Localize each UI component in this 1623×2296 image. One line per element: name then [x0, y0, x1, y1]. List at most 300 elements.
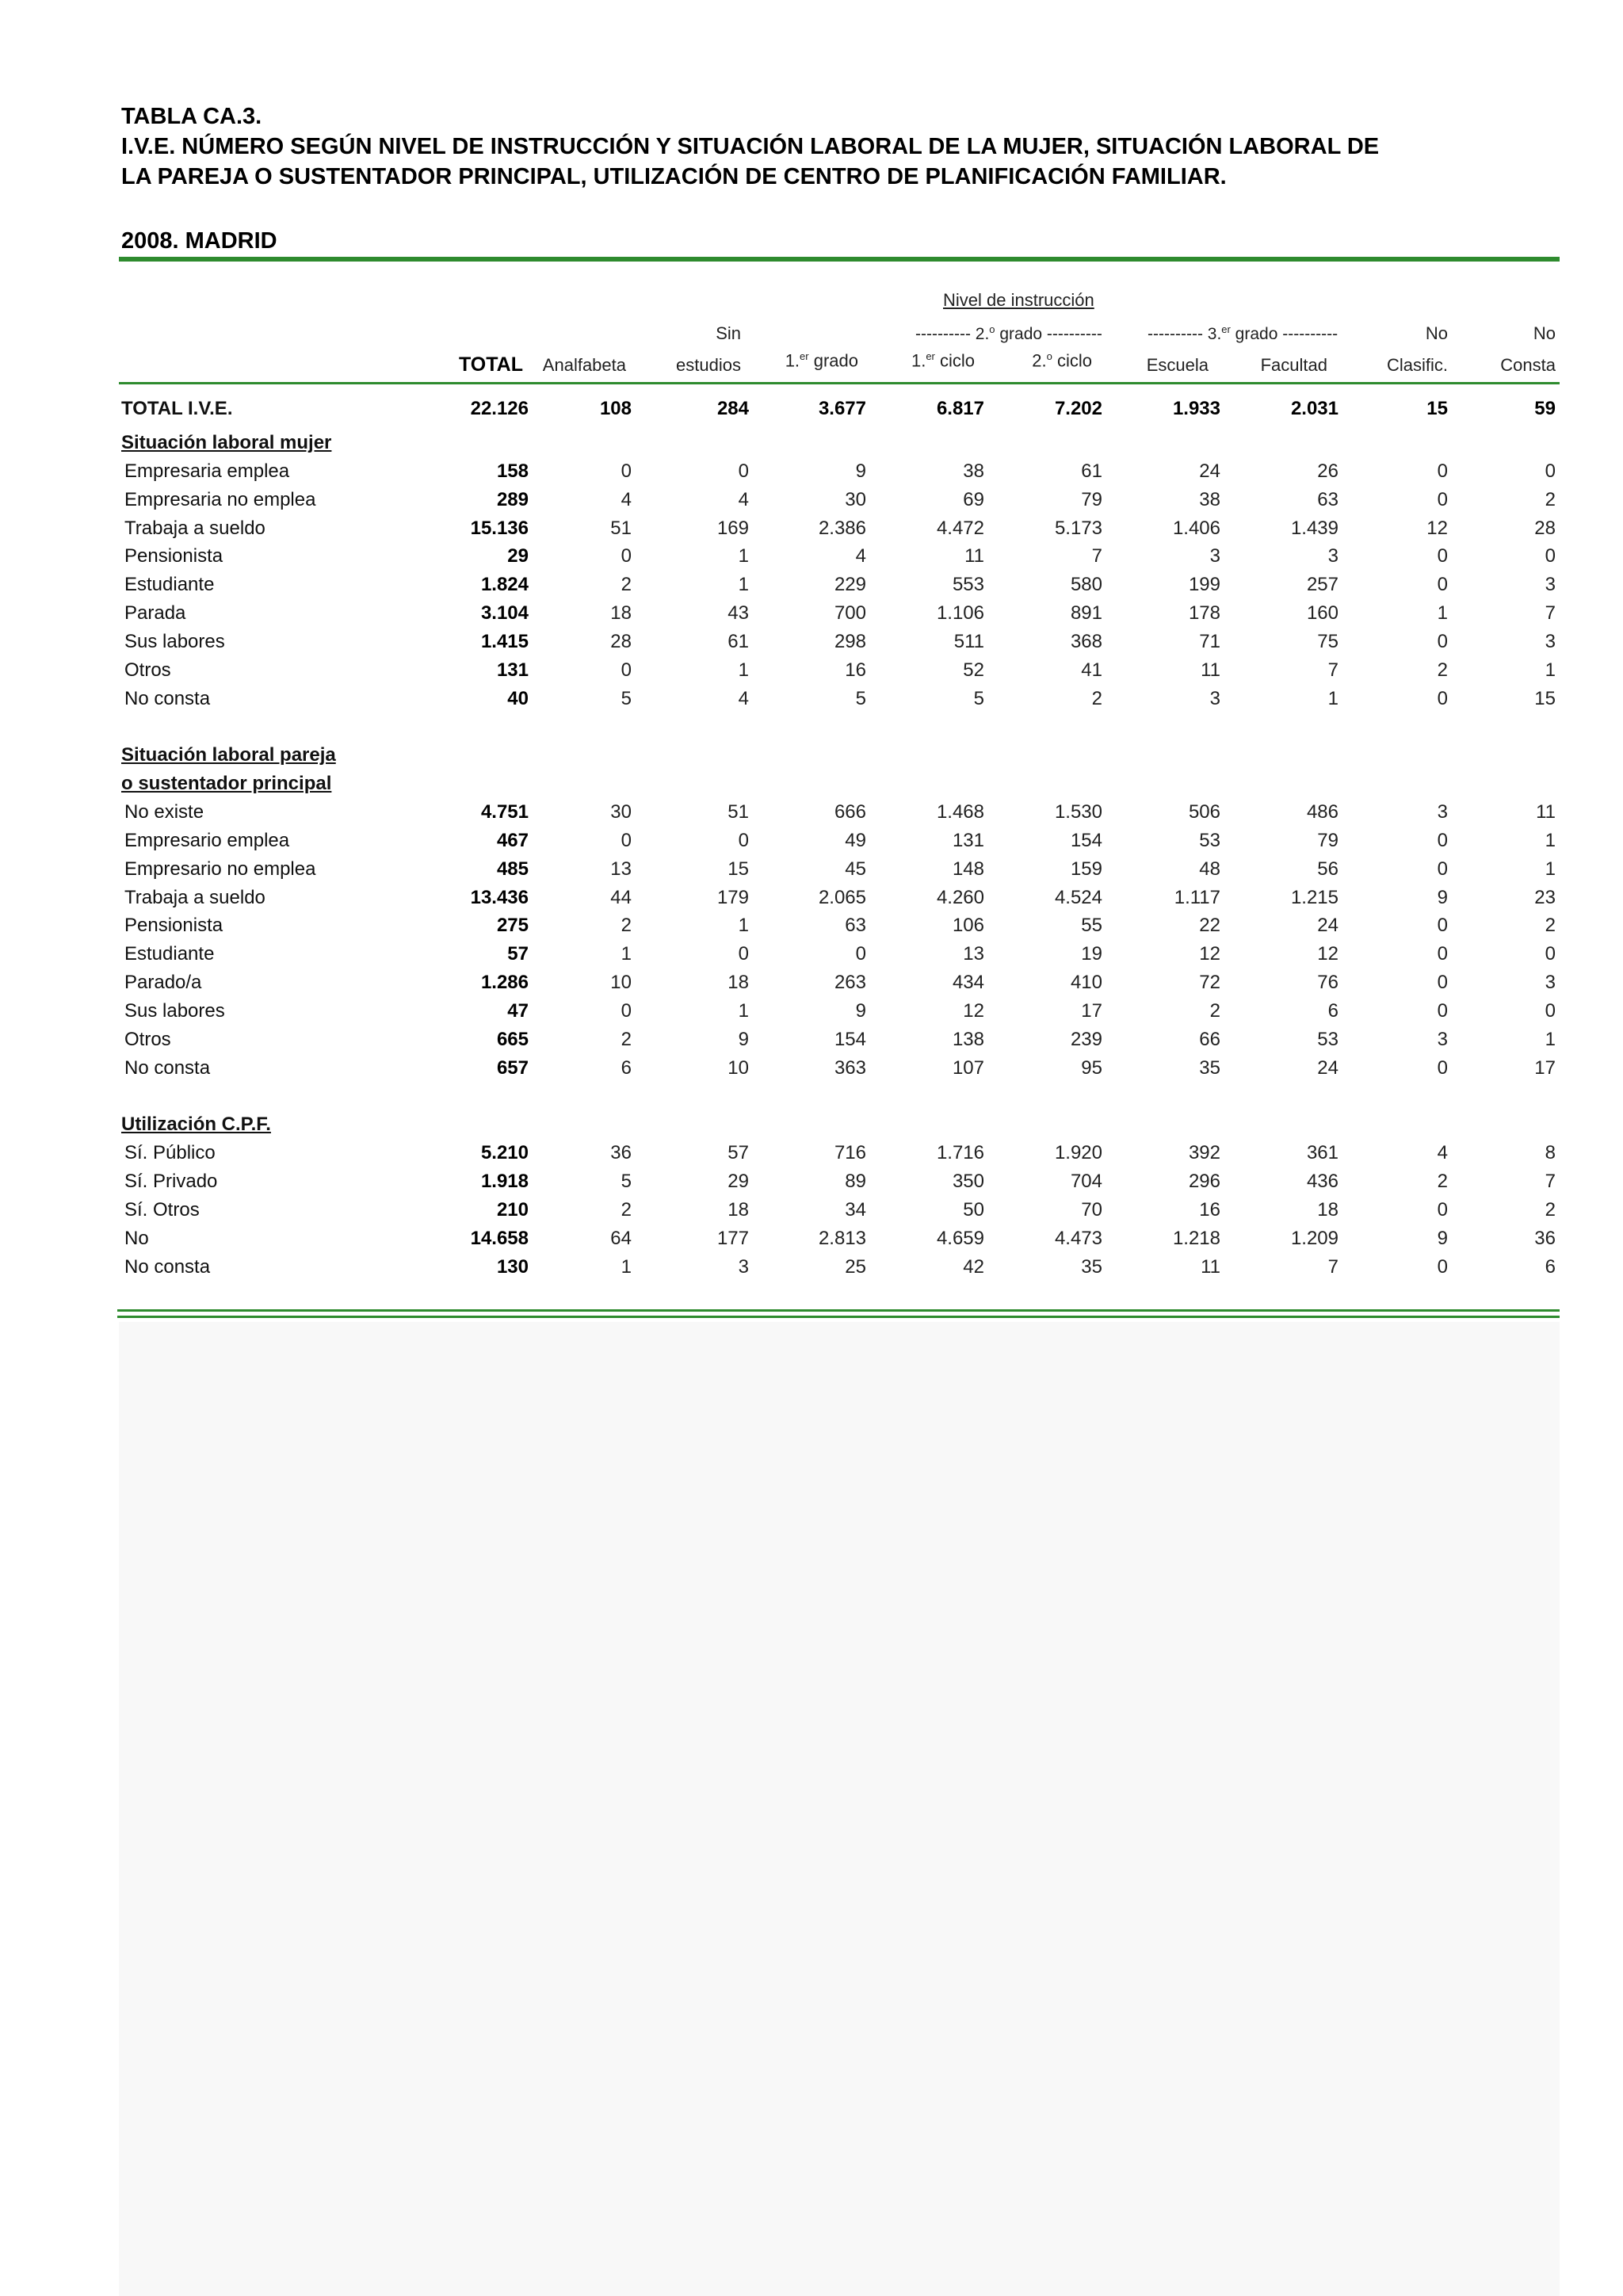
cell-col-8: 1 [1437, 602, 1448, 625]
cell-col-9: 0 [1545, 460, 1556, 482]
cell-col-8: 3 [1437, 801, 1448, 823]
cell-col-9: 0 [1545, 1000, 1556, 1022]
cell-col-6: 38 [1199, 488, 1220, 510]
cell-col-6: 1.406 [1172, 517, 1220, 539]
cell-col-7: 1.439 [1290, 517, 1338, 539]
section-title: Situación laboral mujer [121, 432, 332, 454]
cell-col-2: 9 [738, 1028, 749, 1050]
cell-col-2: 4 [738, 488, 749, 510]
header-primer-grado: 1.$^{er}$ grado [785, 350, 858, 371]
cell-col-2: 15 [727, 858, 749, 880]
cell-col-6: 11 [1201, 1255, 1220, 1278]
cell-col-5: 70 [1081, 1198, 1102, 1221]
cell-col-2: 1 [738, 659, 749, 681]
header-no-1: No [1425, 323, 1448, 343]
table-title-line-1: I.V.E. NÚMERO SEGÚN NIVEL DE INSTRUCCIÓN Y SITUACIÓN LABORAL DE LA MUJER, SITUACIÓN LABORAL DE [121, 134, 1380, 159]
cell-col-6: 199 [1188, 574, 1220, 596]
cell-col-2: 169 [716, 517, 749, 539]
cell-col-6: 1.218 [1172, 1227, 1220, 1249]
cell-col-8: 9 [1437, 886, 1448, 908]
cell-col-5: 1.530 [1054, 801, 1102, 823]
cell-col-5: 4.473 [1054, 1227, 1102, 1249]
row-label: No existe [124, 801, 204, 823]
cell-col-0: 57 [507, 943, 529, 965]
cell-col-2: 1 [738, 574, 749, 596]
cell-col-3: 2.813 [818, 1227, 866, 1249]
cell-col-3: 700 [834, 602, 866, 625]
cell-col-4: 106 [952, 915, 984, 937]
cell-col-9: 36 [1534, 1227, 1556, 1249]
table-row [0, 571, 1623, 599]
table-title-line-2: LA PAREJA O SUSTENTADOR PRINCIPAL, UTILIZACIÓN DE CENTRO DE PLANIFICACIÓN FAMILIAR. [121, 164, 1227, 189]
cell-col-0: 15.136 [470, 517, 529, 539]
cell-col-2: 57 [727, 1142, 749, 1164]
row-label: Pensionista [124, 545, 223, 567]
cell-col-1: 6 [621, 1056, 632, 1079]
empty-page-area [119, 1322, 1560, 2296]
cell-col-6: 506 [1188, 801, 1220, 823]
cell-col-6: 35 [1199, 1056, 1220, 1079]
cell-col-8: 0 [1437, 460, 1448, 482]
header-sin: Sin [716, 323, 741, 343]
cell-col-9: 28 [1534, 517, 1556, 539]
row-label: Estudiante [124, 943, 215, 965]
cell-col-8: 0 [1437, 1056, 1448, 1079]
cell-col-7: 436 [1306, 1171, 1338, 1193]
cell-col-3: 263 [834, 972, 866, 994]
cell-col-6: 3 [1209, 545, 1220, 567]
cell-col-5: 580 [1070, 574, 1102, 596]
cell-col-3: 63 [845, 915, 866, 937]
cell-col-2: 0 [738, 460, 749, 482]
cell-col-8: 0 [1437, 829, 1448, 851]
cell-col-2: 43 [727, 602, 749, 625]
cell-col-4: 6.817 [936, 398, 984, 419]
total-row [0, 395, 1623, 423]
cell-col-9: 2 [1545, 1198, 1556, 1221]
cell-col-4: 1.468 [936, 801, 984, 823]
cell-col-0: 657 [496, 1056, 529, 1079]
bottom-rule-2 [117, 1316, 1560, 1318]
cell-col-5: 368 [1070, 630, 1102, 652]
cell-col-1: 30 [610, 801, 632, 823]
cell-col-3: 3.677 [818, 398, 866, 419]
cell-col-4: 4.659 [936, 1227, 984, 1249]
cell-col-7: 24 [1317, 915, 1338, 937]
table-row [0, 1054, 1623, 1083]
cell-col-4: 511 [953, 630, 984, 652]
cell-col-9: 15 [1534, 687, 1556, 709]
table-row [0, 1167, 1623, 1196]
table-row [0, 628, 1623, 656]
cell-col-3: 363 [834, 1056, 866, 1079]
cell-col-1: 18 [610, 602, 632, 625]
cell-col-3: 666 [834, 801, 866, 823]
cell-col-8: 0 [1437, 1000, 1448, 1022]
cell-col-0: 5.210 [480, 1142, 529, 1164]
cell-col-4: 1.106 [936, 602, 984, 625]
cell-col-1: 5 [621, 1171, 632, 1193]
cell-col-7: 257 [1306, 574, 1338, 596]
cell-col-4: 50 [963, 1198, 984, 1221]
cell-col-0: 13.436 [470, 886, 529, 908]
cell-col-5: 55 [1081, 915, 1102, 937]
cell-col-9: 0 [1545, 943, 1556, 965]
cell-col-7: 26 [1317, 460, 1338, 482]
cell-col-6: 178 [1188, 602, 1220, 625]
cell-col-7: 6 [1327, 1000, 1338, 1022]
cell-col-7: 79 [1317, 829, 1338, 851]
cell-col-3: 716 [834, 1142, 866, 1164]
row-label: Parada [124, 602, 186, 625]
cell-col-3: 34 [845, 1198, 866, 1221]
cell-col-1: 0 [621, 545, 632, 567]
cell-col-0: 485 [496, 858, 529, 880]
cell-col-6: 22 [1199, 915, 1220, 937]
cell-col-8: 0 [1437, 545, 1448, 567]
cell-col-6: 11 [1201, 659, 1220, 681]
cell-col-0: 40 [507, 687, 529, 709]
cell-col-9: 1 [1545, 659, 1556, 681]
cell-col-0: 1.286 [480, 972, 529, 994]
cell-col-9: 1 [1545, 829, 1556, 851]
cell-col-2: 3 [738, 1255, 749, 1278]
cell-col-1: 1 [621, 943, 632, 965]
bottom-rule-1 [117, 1309, 1560, 1312]
cell-col-8: 0 [1437, 630, 1448, 652]
cell-col-2: 1 [738, 545, 749, 567]
header-no-2: No [1533, 323, 1556, 343]
table-row [0, 798, 1623, 827]
table-row [0, 1196, 1623, 1224]
cell-col-0: 14.658 [470, 1227, 529, 1249]
cell-col-7: 7 [1327, 659, 1338, 681]
cell-col-0: 22.126 [470, 398, 529, 419]
table-row [0, 1253, 1623, 1282]
table-row [0, 968, 1623, 997]
cell-col-4: 1.716 [936, 1142, 984, 1164]
cell-col-9: 7 [1545, 1171, 1556, 1193]
cell-col-5: 4.524 [1054, 886, 1102, 908]
header-estudios: estudios [676, 355, 741, 375]
cell-col-8: 9 [1437, 1227, 1448, 1249]
row-label: No consta [124, 687, 211, 709]
cell-col-9: 59 [1534, 398, 1556, 419]
cell-col-0: 29 [507, 545, 529, 567]
row-label: Empresario no emplea [124, 858, 316, 880]
row-label: No [124, 1227, 149, 1249]
cell-col-5: 7.202 [1054, 398, 1102, 419]
cell-col-5: 95 [1081, 1056, 1102, 1079]
cell-col-3: 9 [855, 460, 866, 482]
header-rule [119, 382, 1560, 384]
cell-col-2: 177 [716, 1227, 749, 1249]
cell-col-4: 5 [973, 687, 984, 709]
cell-col-2: 51 [727, 801, 749, 823]
cell-col-8: 0 [1437, 972, 1448, 994]
cell-col-5: 410 [1070, 972, 1102, 994]
cell-col-0: 131 [496, 659, 529, 681]
cell-col-1: 36 [610, 1142, 632, 1164]
cell-col-8: 0 [1437, 488, 1448, 510]
cell-col-4: 148 [952, 858, 984, 880]
cell-col-6: 72 [1199, 972, 1220, 994]
cell-col-7: 63 [1317, 488, 1338, 510]
row-label: Otros [124, 659, 171, 681]
title-block [121, 101, 1571, 192]
header-escuela: Escuela [1146, 355, 1209, 375]
cell-col-4: 138 [952, 1028, 984, 1050]
cell-col-5: 239 [1070, 1028, 1102, 1050]
cell-col-7: 1.209 [1290, 1227, 1338, 1249]
cell-col-0: 275 [496, 915, 529, 937]
cell-col-3: 49 [845, 829, 866, 851]
section-title: Situación laboral pareja [121, 744, 336, 766]
cell-col-8: 0 [1437, 915, 1448, 937]
cell-col-2: 4 [738, 687, 749, 709]
cell-col-4: 12 [963, 1000, 984, 1022]
header-tercer-grado: ---------- 3.$^{er}$ grado ---------- [1148, 323, 1338, 343]
cell-col-1: 64 [610, 1227, 632, 1249]
cell-col-2: 1 [738, 915, 749, 937]
cell-col-7: 76 [1317, 972, 1338, 994]
cell-col-2: 18 [727, 1198, 749, 1221]
row-label: TOTAL I.V.E. [121, 398, 233, 419]
cell-col-6: 296 [1188, 1171, 1220, 1193]
section-title: Utilización C.P.F. [121, 1114, 271, 1136]
cell-col-4: 350 [952, 1171, 984, 1193]
cell-col-4: 4.260 [936, 886, 984, 908]
cell-col-0: 4.751 [480, 801, 529, 823]
cell-col-8: 0 [1437, 1255, 1448, 1278]
cell-col-2: 179 [716, 886, 749, 908]
cell-col-9: 2 [1545, 915, 1556, 937]
cell-col-9: 1 [1545, 858, 1556, 880]
cell-col-8: 0 [1437, 858, 1448, 880]
cell-col-7: 2.031 [1290, 398, 1338, 419]
cell-col-3: 89 [845, 1171, 866, 1193]
table-code: TABLA CA.3. [121, 104, 262, 129]
cell-col-8: 15 [1426, 398, 1448, 419]
cell-col-7: 1 [1327, 687, 1338, 709]
cell-col-5: 704 [1070, 1171, 1102, 1193]
cell-col-8: 0 [1437, 943, 1448, 965]
row-label: Empresario emplea [124, 829, 290, 851]
cell-col-7: 12 [1317, 943, 1338, 965]
row-label: Trabaja a sueldo [124, 517, 265, 539]
cell-col-3: 25 [845, 1255, 866, 1278]
cell-col-6: 1.117 [1174, 886, 1220, 908]
cell-col-8: 0 [1437, 1198, 1448, 1221]
cell-col-7: 361 [1306, 1142, 1338, 1164]
table-row [0, 1026, 1623, 1054]
cell-col-7: 18 [1317, 1198, 1338, 1221]
table-row [0, 656, 1623, 685]
cell-col-6: 392 [1188, 1142, 1220, 1164]
table-row [0, 940, 1623, 968]
table-row [0, 1224, 1623, 1253]
cell-col-8: 3 [1437, 1028, 1448, 1050]
cell-col-4: 11 [964, 545, 984, 567]
cell-col-5: 41 [1081, 659, 1102, 681]
cell-col-6: 71 [1199, 630, 1220, 652]
cell-col-3: 154 [834, 1028, 866, 1050]
cell-col-0: 289 [496, 488, 529, 510]
cell-col-6: 24 [1199, 460, 1220, 482]
cell-col-8: 2 [1437, 1171, 1448, 1193]
nivel-instruccion-header: Nivel de instrucción [943, 290, 1094, 310]
cell-col-1: 2 [621, 574, 632, 596]
row-label: Sí. Privado [124, 1171, 218, 1193]
cell-col-1: 4 [621, 488, 632, 510]
cell-col-7: 486 [1306, 801, 1338, 823]
cell-col-7: 56 [1317, 858, 1338, 880]
table-row [0, 827, 1623, 855]
cell-col-1: 2 [621, 915, 632, 937]
cell-col-3: 30 [845, 488, 866, 510]
cell-col-9: 23 [1534, 886, 1556, 908]
cell-col-6: 12 [1199, 943, 1220, 965]
row-label: Empresaria no emplea [124, 488, 316, 510]
cell-col-1: 1 [621, 1255, 632, 1278]
cell-col-0: 665 [496, 1028, 529, 1050]
cell-col-1: 108 [599, 398, 632, 419]
table-row [0, 514, 1623, 543]
cell-col-7: 160 [1306, 602, 1338, 625]
table-row [0, 884, 1623, 912]
cell-col-8: 0 [1437, 574, 1448, 596]
cell-col-0: 3.104 [480, 602, 529, 625]
cell-col-1: 0 [621, 460, 632, 482]
cell-col-5: 154 [1070, 829, 1102, 851]
cell-col-5: 19 [1081, 943, 1102, 965]
cell-col-4: 553 [952, 574, 984, 596]
cell-col-4: 107 [952, 1056, 984, 1079]
cell-col-5: 891 [1070, 602, 1102, 625]
header-analfabeta: Analfabeta [542, 355, 626, 375]
cell-col-5: 7 [1091, 545, 1102, 567]
top-rule [119, 257, 1560, 262]
cell-col-3: 9 [855, 1000, 866, 1022]
cell-col-3: 2.065 [818, 886, 866, 908]
cell-col-1: 10 [610, 972, 632, 994]
row-label: Empresaria emplea [124, 460, 290, 482]
row-label: No consta [124, 1056, 211, 1079]
table-row [0, 457, 1623, 486]
cell-col-9: 3 [1545, 574, 1556, 596]
row-label: Parado/a [124, 972, 202, 994]
cell-col-6: 53 [1199, 829, 1220, 851]
cell-col-9: 7 [1545, 602, 1556, 625]
table-row [0, 997, 1623, 1026]
cell-col-1: 2 [621, 1028, 632, 1050]
cell-col-0: 130 [496, 1255, 529, 1278]
header-primer-ciclo: 1.$^{er}$ ciclo [911, 350, 975, 371]
cell-col-4: 4.472 [936, 517, 984, 539]
cell-col-2: 61 [727, 630, 749, 652]
cell-col-8: 4 [1437, 1142, 1448, 1164]
cell-col-8: 2 [1437, 659, 1448, 681]
cell-col-4: 434 [952, 972, 984, 994]
cell-col-3: 229 [834, 574, 866, 596]
cell-col-0: 1.918 [480, 1171, 529, 1193]
cell-col-9: 0 [1545, 545, 1556, 567]
cell-col-2: 10 [727, 1056, 749, 1079]
cell-col-6: 66 [1199, 1028, 1220, 1050]
header-clasific: Clasific. [1386, 355, 1448, 375]
row-label: Trabaja a sueldo [124, 886, 265, 908]
cell-col-3: 16 [845, 659, 866, 681]
cell-col-2: 0 [738, 829, 749, 851]
cell-col-0: 158 [496, 460, 529, 482]
cell-col-9: 17 [1534, 1056, 1556, 1079]
cell-col-3: 5 [855, 687, 866, 709]
row-label: Sí. Público [124, 1142, 216, 1164]
cell-col-8: 12 [1426, 517, 1448, 539]
cell-col-9: 8 [1545, 1142, 1556, 1164]
cell-col-2: 0 [738, 943, 749, 965]
year-region: 2008. MADRID [121, 228, 277, 254]
row-label: Pensionista [124, 915, 223, 937]
cell-col-1: 13 [610, 858, 632, 880]
cell-col-3: 0 [855, 943, 866, 965]
cell-col-4: 52 [963, 659, 984, 681]
cell-col-9: 1 [1545, 1028, 1556, 1050]
cell-col-5: 17 [1081, 1000, 1102, 1022]
cell-col-3: 2.386 [818, 517, 866, 539]
cell-col-5: 61 [1081, 460, 1102, 482]
row-label: Otros [124, 1028, 171, 1050]
cell-col-9: 3 [1545, 630, 1556, 652]
header-total: TOTAL [458, 353, 523, 376]
cell-col-2: 1 [738, 1000, 749, 1022]
cell-col-9: 2 [1545, 488, 1556, 510]
cell-col-5: 79 [1081, 488, 1102, 510]
row-label: Estudiante [124, 574, 215, 596]
cell-col-3: 298 [834, 630, 866, 652]
table-row [0, 1139, 1623, 1167]
cell-col-5: 2 [1091, 687, 1102, 709]
cell-col-3: 45 [845, 858, 866, 880]
cell-col-0: 1.824 [480, 574, 529, 596]
header-facultad: Facultad [1260, 355, 1327, 375]
cell-col-2: 284 [716, 398, 749, 419]
cell-col-7: 3 [1327, 545, 1338, 567]
header-segundo-ciclo: 2.$^o$ ciclo [1032, 350, 1092, 371]
table-row [0, 685, 1623, 713]
cell-col-5: 159 [1070, 858, 1102, 880]
cell-col-1: 2 [621, 1198, 632, 1221]
cell-col-7: 7 [1327, 1255, 1338, 1278]
row-label: Sí. Otros [124, 1198, 200, 1221]
cell-col-1: 5 [621, 687, 632, 709]
table-row [0, 855, 1623, 884]
cell-col-2: 18 [727, 972, 749, 994]
cell-col-6: 3 [1209, 687, 1220, 709]
row-label: Sus labores [124, 1000, 225, 1022]
cell-col-1: 51 [610, 517, 632, 539]
cell-col-9: 11 [1536, 801, 1556, 823]
cell-col-7: 1.215 [1290, 886, 1338, 908]
cell-col-0: 210 [496, 1198, 529, 1221]
cell-col-1: 28 [610, 630, 632, 652]
cell-col-9: 3 [1545, 972, 1556, 994]
cell-col-1: 0 [621, 1000, 632, 1022]
table-row [0, 486, 1623, 514]
cell-col-5: 5.173 [1054, 517, 1102, 539]
cell-col-4: 131 [952, 829, 984, 851]
cell-col-4: 69 [963, 488, 984, 510]
